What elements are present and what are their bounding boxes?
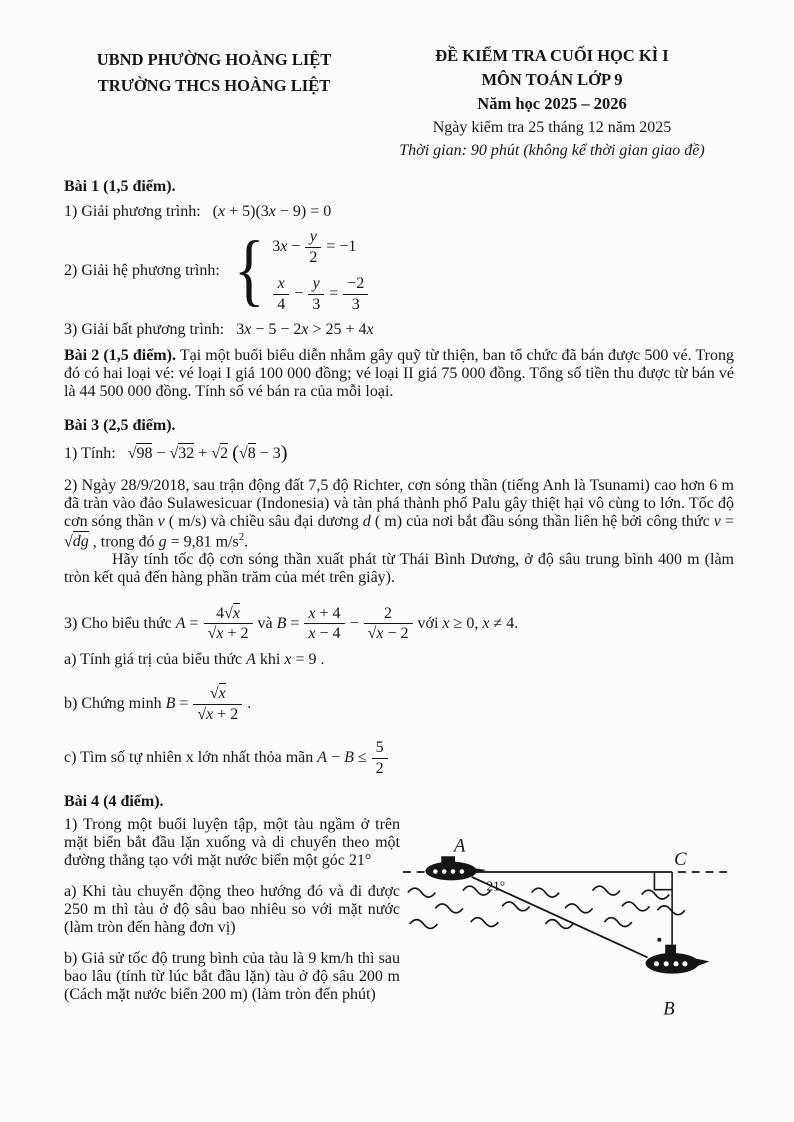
section-bai4 [64,793,734,1034]
section-bai3 [64,417,734,778]
bai3-item2: 2) Ngày 28/9/2018, sau trận động đất 7,5 độ Richter, cơn sóng thần (tiếng Anh là Tsunami) cao hơn 6 m đã tràn vào đảo Sulawesicuar (Indonesia) và tàn phá thành phố Palu gây thiệt hại vô cùng to lớn. Tốc độ cơn sóng thần v ( m/s) và chiều sâu đại dương d ( m) của nơi bắt đầu sóng thần liên hệ bởi công thức v = √dg , trong đó g = 9,81 $m/s^2$. [64,476,735,550]
system-brace: { [233,226,265,315]
exam-subject: MÔN TOÁN LỚP 9 [481,69,623,89]
submarine-a-icon [426,857,487,881]
header [64,44,740,162]
bai1-item2-label: 2) Giải hệ phương trình: [64,261,220,279]
school-year: Năm học 2025 – 2026 [477,93,627,113]
diagram-angle-label: 21° [486,879,506,895]
bai1-item1-math: (x + 5)(3x − 9) = 0 [212,203,332,221]
bai3-item3: 3) Cho biểu thức A = $\frac{4√x}{√x + 2}$ và B = $\frac{x + 4}{x - 4}$ − $\frac{2}{√x - 2}$ với x ≥ 0, x ≠ 4. [64,604,519,643]
bai1-item3-math: 3x − 5 − 2x > 25 + 4x [236,320,374,338]
bai4-columns [64,816,734,1034]
org-name: UBND PHƯỜNG HOÀNG LIỆT [96,50,332,69]
bai2-title: Bài 2 (1,5 điểm). [64,346,176,364]
bai3-item3a: a) Tính giá trị của biểu thức A khi x = 9 . [64,651,325,669]
right-angle-icon [654,872,672,890]
bai3-item3c: c) Tìm số tự nhiên x lớn nhất thỏa mãn A − B ≤ $\frac{5}{2}$ [64,739,734,777]
diagram-label-c: C [674,849,687,871]
bai3-item2b: Hãy tính tốc độ cơn sóng thần xuất phát từ Thái Bình Dương, ở độ sâu trung bình 400 m (làm tròn kết quả đến hàng phần trăm của mét trên giây). [64,550,734,586]
system-equations [270,228,369,313]
bai3-item1 [64,442,734,465]
diagram-label-b: B [663,998,675,1020]
bai4-pb: b) Giả sử tốc độ trung bình của tàu là 9 km/h thì sau bao lâu (tính từ lúc bắt đầu lặn) tàu ở độ sâu 200 m (Cách mặt nước biển 200 m) (làm tròn đến phút) [64,950,400,1004]
bai4-p1: 1) Trong một buổi luyện tập, một tàu ngầm ở trên mặt biển bắt đầu lặn xuống và di chuyển theo một đường thẳng tạo với mặt nước biển một góc 21° [64,816,400,870]
exam-title: ĐỀ KIỂM TRA CUỐI HỌC KÌ I [435,46,669,65]
bai3-title: Bài 3 (2,5 điểm). [64,416,176,434]
bai4-title: Bài 4 (4 điểm). [64,793,164,811]
exam-title-block [364,44,740,162]
water-waves-icon [408,887,685,929]
exam-body [64,178,734,1034]
bai1-item3 [64,321,734,339]
bai4-pa: a) Khi tàu chuyển động theo hướng đó và đi được 250 m thì tàu ở độ sâu bao nhiêu so với mặt nước (làm tròn đến hàng đơn vị) [64,883,400,937]
bai3-item1-label: 1) Tính: [64,444,116,462]
bai2-text: Tại một buổi biểu diễn nhằm gây quỹ từ thiện, ban tổ chức đã bán được 500 vé. Trong đó có hai loại vé: vé loại I giá 100 000 đồng; vé loại II giá 75 000 đồng. Tổng số tiền thu được từ bán vé là 44 500 000 đồng. Tính số vé bán ra của mỗi loại. [64,346,735,400]
bai1-title: Bài 1 (1,5 điểm). [64,178,176,196]
section-bai2 [64,347,734,401]
submarine-diagram [400,824,734,1029]
bai3-item3b: b) Chứng minh B = $\frac{√x}{√x + 2}$ . [64,685,252,723]
bai2-paragraph [64,347,734,401]
bai1-item3-label: 3) Giải bất phương trình: [64,320,225,338]
bai4-text-column [64,816,400,1017]
bai4-diagram-column [400,816,734,1034]
school-block [64,44,364,162]
school-name: TRƯỜNG THCS HOÀNG LIỆT [97,75,331,95]
section-bai1 [64,178,734,338]
exam-duration: Thời gian: 90 phút (không kể thời gian giao đề) [399,141,705,159]
diagram-label-a: A [454,835,466,857]
bai1-item1-label: 1) Giải phương trình: [64,203,201,221]
bai3-item1-math: √98 − √32 + √2 (√8 − 3) [127,441,288,464]
bai1-item1 [64,203,734,221]
system-eq1: 3x − $\frac{y}{2}$ = −1 [272,228,357,266]
exam-date: Ngày kiểm tra 25 tháng 12 năm 2025 [432,118,672,136]
bai1-item2 [64,228,734,313]
submarine-b-icon [646,938,710,974]
system-eq2: $\frac{x}{4}$ − $\frac{y}{3}$ = $\frac{-2}{3}$ [272,275,369,313]
